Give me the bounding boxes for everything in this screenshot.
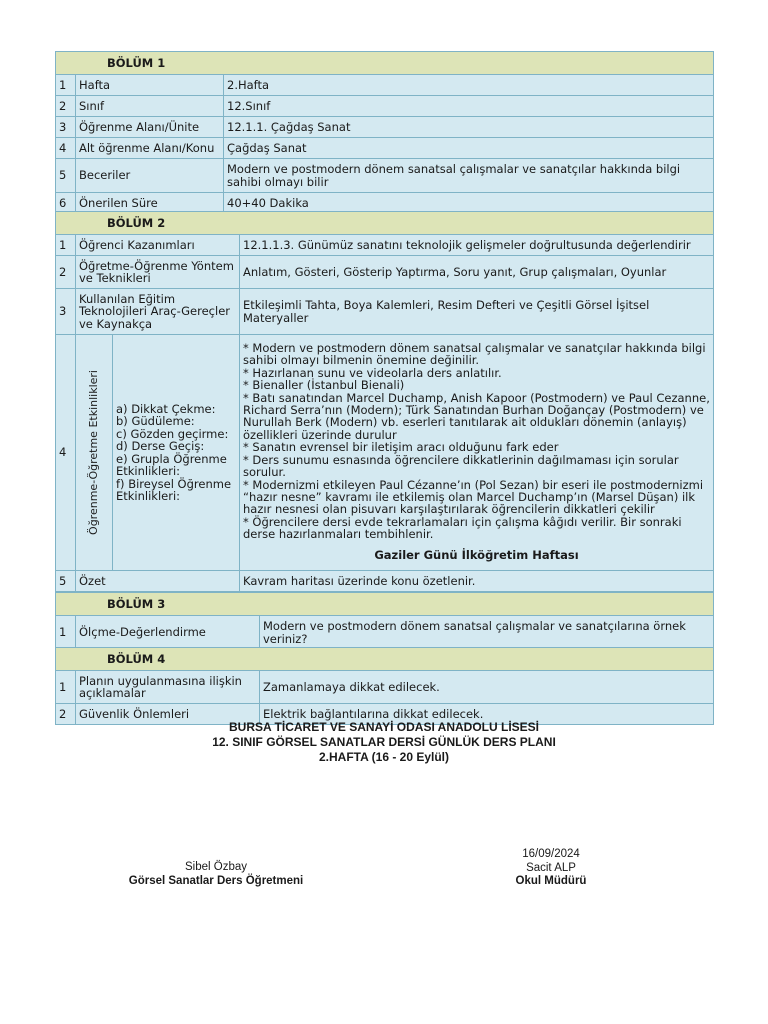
section-3-header (56, 593, 714, 616)
section-1-header (56, 52, 714, 75)
section-2-header (56, 212, 714, 235)
principal-role: Okul Müdürü (515, 875, 587, 887)
section-1-table (55, 51, 714, 214)
activity-item: * Modern ve postmodern dönem sanatsal çalışmalar ve sanatçılar hakkında bilgi sahibi olmayı bilmenin önemine değinilir. (243, 341, 706, 368)
row-number: 2 (56, 704, 76, 725)
row-number: 5 (56, 159, 76, 193)
activities-vertical-label-cell (76, 335, 113, 571)
table-row (56, 138, 714, 159)
signature-date: 16/09/2024 (522, 848, 580, 860)
step-item: d) Derse Geçiş: (116, 439, 205, 453)
step-item: e) Grupla Öğrenme Etkinlikleri: (116, 451, 227, 478)
row-label: Özet (76, 571, 240, 592)
row-value: Kavram haritası üzerinde konu özetlenir. (240, 571, 714, 592)
teacher-signature (116, 861, 316, 888)
activities-vertical-label: Öğrenme-Öğretme Etkinlikleri (86, 370, 100, 535)
principal-name: Sacit ALP (526, 861, 576, 874)
row-value: Modern ve postmodern dönem sanatsal çalışmalar ve sanatçılarına örnek veriniz? (260, 616, 714, 650)
row-label: Alt öğrenme Alanı/Konu (76, 138, 224, 159)
step-item: a) Dikkat Çekme: (116, 401, 216, 416)
row-value: Modern ve postmodern dönem sanatsal çalışmalar ve sanatçılar hakkında bilgi sahibi olmayı bilir (224, 159, 714, 193)
table-row (56, 159, 714, 193)
activities-content (240, 335, 714, 571)
row-label: Öğrenme Alanı/Ünite (76, 117, 224, 138)
table-row (56, 616, 714, 650)
row-number: 1 (56, 616, 76, 650)
step-item: b) Güdüleme: (116, 414, 195, 428)
row-value: Anlatım, Gösteri, Gösterip Yaptırma, Soru yanıt, Grup çalışmaları, Oyunlar (240, 256, 714, 289)
activity-item: * Sanatın evrensel bir iletişim aracı olduğunu fark eder (243, 440, 559, 455)
row-number: 1 (56, 235, 76, 256)
section-4-title: BÖLÜM 4 (107, 651, 166, 666)
row-value: 12.Sınıf (224, 96, 714, 117)
teacher-role: Görsel Sanatlar Ders Öğretmeni (128, 874, 304, 887)
table-row (56, 96, 714, 117)
row-value: Çağdaş Sanat (224, 138, 714, 159)
table-row (56, 571, 714, 592)
section-1-title: BÖLÜM 1 (107, 55, 166, 70)
row-value: 12.1.1.3. Günümüz sanatını teknolojik gelişmeler doğrultusunda değerlendirir (240, 235, 714, 256)
document-header (0, 720, 768, 765)
activity-item: * Öğrencilere dersi evde tekrarlamaları için çalışma kâğıdı verilir. Bir sonraki derse hazırlanmaları tembihlenir. (243, 514, 682, 542)
row-number: 3 (56, 289, 76, 335)
week-title: 2.HAFTA (16 - 20 Eylül) (318, 750, 450, 764)
activity-item: * Batı sanatından Marcel Duchamp, Anish Kapoor (Postmodern) ve Paul Cezanne, Richard Serra’nın (Modern); Türk Sanatından Burhan Doğançay (Postmodern) ve Nurullah Berk (Modern) vb. eserleri tanıtılarak ait oldukları dönemin (anlayış) özellikleri üzerinde durulur (243, 390, 710, 442)
section-4-table (55, 647, 714, 725)
row-value: 2.Hafta (224, 75, 714, 96)
row-value: 40+40 Dakika (224, 193, 714, 214)
activity-item: * Ders sunumu esnasında öğrencilere dikkatlerinin dağılmaması için sorular sorulur. (243, 452, 679, 480)
row-label: Güvenlik Önlemleri (76, 704, 260, 725)
section-3-title: BÖLÜM 3 (107, 596, 166, 611)
table-row (56, 75, 714, 96)
row-label: Öğretme-Öğrenme Yöntem ve Teknikleri (76, 256, 240, 289)
school-name: BURSA TİCARET VE SANAYİ ODASI ANADOLU LİSESİ (228, 720, 540, 734)
row-label: Öğrenci Kazanımları (76, 235, 240, 256)
table-row (56, 117, 714, 138)
plan-title: 12. SINIF GÖRSEL SANATLAR DERSİ GÜNLÜK DERS PLANI (212, 735, 556, 749)
step-item: f) Bireysel Öğrenme Etkinlikleri: (116, 476, 232, 503)
special-days: Gaziler Günü İlköğretim Haftası (374, 547, 579, 562)
table-row (56, 289, 714, 335)
row-label: Beceriler (76, 159, 224, 193)
row-label: Ölçme-Değerlendirme (76, 616, 260, 650)
table-row (56, 256, 714, 289)
table-row (56, 235, 714, 256)
row-number: 2 (56, 96, 76, 117)
section-3-table (55, 592, 714, 650)
row-value: Zamanlamaya dikkat edilecek. (260, 671, 714, 704)
row-number: 6 (56, 193, 76, 214)
row-value: Etkileşimli Tahta, Boya Kalemleri, Resim Defteri ve Çeşitli Görsel İşitsel Materyaller (240, 289, 714, 335)
row-number: 5 (56, 571, 76, 592)
row-number: 4 (56, 138, 76, 159)
row-value: 12.1.1. Çağdaş Sanat (224, 117, 714, 138)
row-label: Hafta (76, 75, 224, 96)
row-number: 1 (56, 671, 76, 704)
row-label: Planın uygulanmasına ilişkin açıklamalar (76, 671, 260, 704)
activity-item: * Modernizmi etkileyen Paul Cézanne’ın (Pol Sezan) bir eseri ile postmodernizmi “hazır nesne” kavramı ile etkilemiş olan Marcel Duchamp’ın (Marsel Düşan) ilk hazır nesnesi olan pisuvarı karşılaştırılarak öğrencilerin dikkatleri çekilir (243, 477, 704, 517)
section-2-title: BÖLÜM 2 (107, 215, 166, 230)
activity-item: * Hazırlanan sunu ve videolarla ders anlatılır. (243, 365, 502, 380)
section-2-table (55, 211, 714, 592)
row-number: 2 (56, 256, 76, 289)
activities-row (56, 335, 714, 571)
row-number: 1 (56, 75, 76, 96)
step-item: c) Gözden geçirme: (116, 426, 229, 441)
row-value: Elektrik bağlantılarına dikkat edilecek. (260, 704, 714, 725)
row-number: 4 (56, 335, 76, 571)
row-label: Önerilen Süre (76, 193, 224, 214)
row-label: Sınıf (76, 96, 224, 117)
table-row (56, 671, 714, 704)
activity-item: * Bienaller (İstanbul Bienali) (243, 378, 405, 393)
teacher-name: Sibel Özbay (184, 861, 247, 873)
row-number: 3 (56, 117, 76, 138)
row-label: Kullanılan Eğitim Teknolojileri Araç-Gereçler ve Kaynakça (76, 289, 240, 335)
section-4-header (56, 648, 714, 671)
principal-signature (480, 848, 622, 889)
activities-steps (113, 335, 240, 571)
